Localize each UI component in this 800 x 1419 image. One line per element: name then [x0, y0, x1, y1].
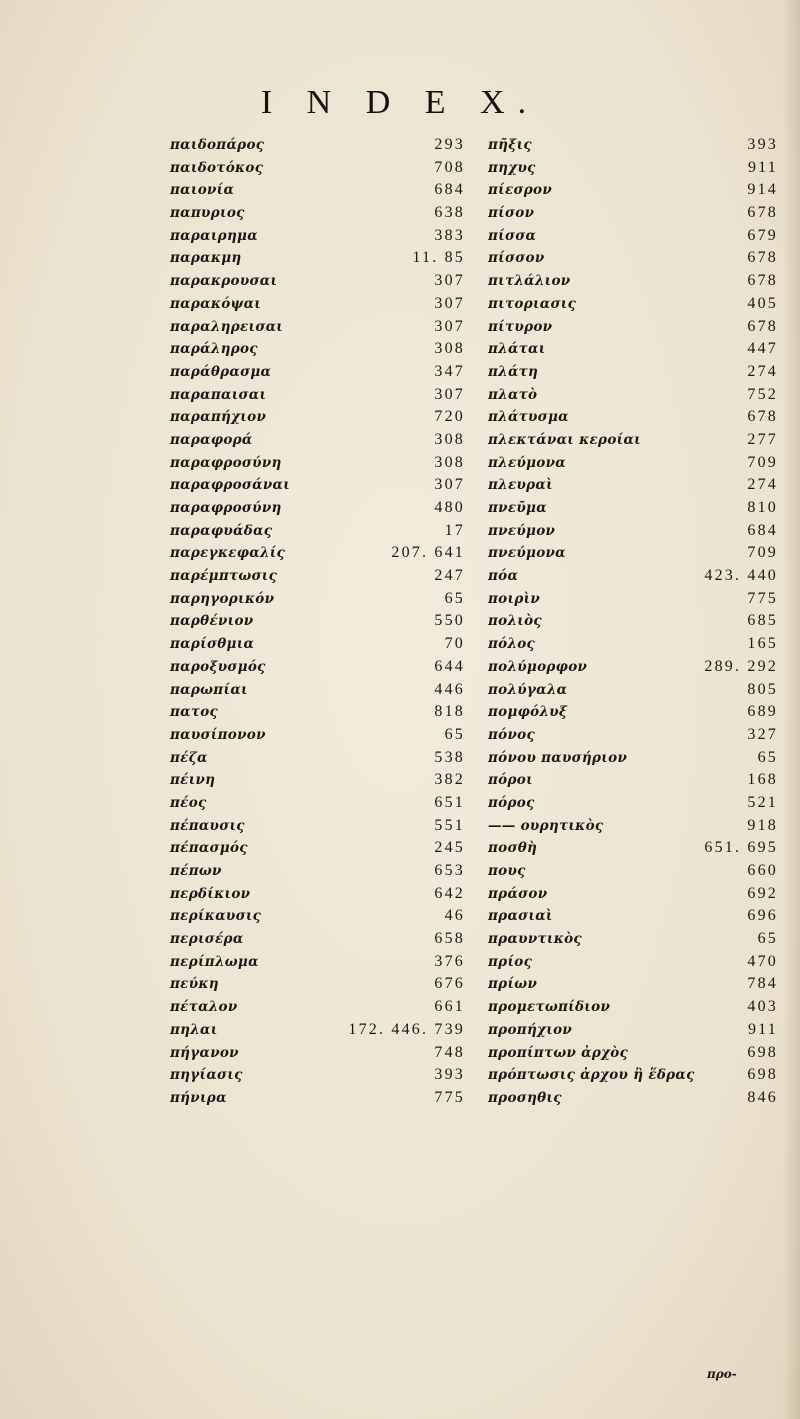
index-term: παρεγκεφαλίς	[170, 545, 286, 562]
page-reference: 638	[434, 204, 465, 222]
page-reference: 911	[747, 1020, 778, 1038]
index-term: πίτυρον	[488, 318, 553, 335]
page-reference: 660	[747, 862, 778, 879]
index-term: περδίκιον	[170, 885, 251, 902]
index-entry	[480, 1019, 778, 1042]
page-reference: 289. 292	[704, 657, 778, 675]
index-term: πλεύμονα	[488, 454, 566, 471]
page-reference: 65	[444, 589, 465, 607]
page-reference: 382	[434, 771, 465, 789]
page-reference: 651	[434, 793, 465, 811]
index-entry	[120, 701, 465, 724]
index-term: πήνιρα	[170, 1089, 227, 1106]
page-reference: 65	[757, 748, 778, 766]
page-reference: 307	[434, 294, 465, 312]
page-reference: 748	[434, 1043, 465, 1061]
index-term: παραφορά	[170, 431, 253, 448]
index-entry	[120, 270, 465, 293]
page-reference: 65	[757, 930, 778, 948]
index-term: παυσίπονον	[170, 726, 266, 743]
page-reference: 684	[747, 521, 778, 539]
index-entry	[480, 701, 778, 724]
index-entry	[120, 792, 465, 815]
index-term: παραφροσύνη	[170, 454, 282, 471]
page-edge-shadow	[782, 0, 800, 1419]
index-term: πόλος	[488, 636, 536, 653]
index-entry	[480, 565, 778, 588]
index-term: πέπων	[170, 863, 222, 879]
index-entry	[480, 384, 778, 407]
index-term: περίπλωμα	[170, 953, 259, 970]
index-entry	[120, 815, 465, 838]
index-term: πλεκτάναι κεροίαι	[488, 431, 641, 448]
index-term: πηχυς	[488, 159, 536, 176]
page-reference: 685	[747, 612, 778, 630]
index-entry	[480, 1042, 778, 1065]
index-entry	[120, 1042, 465, 1065]
index-entry	[120, 520, 465, 543]
page-reference: 709	[747, 544, 778, 562]
page-reference: 698	[747, 1066, 778, 1084]
index-entry	[120, 656, 465, 679]
index-term: πόα	[488, 568, 519, 585]
index-term: ποσθὴ	[488, 840, 538, 857]
catchword: προ-	[707, 1367, 737, 1381]
page-reference: 679	[747, 226, 778, 244]
index-entry	[480, 837, 778, 860]
index-term: παπυριος	[170, 205, 245, 222]
index-entry	[120, 860, 465, 883]
index-entry	[480, 883, 778, 906]
page-reference: 470	[747, 952, 778, 970]
page-reference: 293	[434, 136, 465, 153]
index-term: παιδοπάρος	[170, 137, 265, 153]
page-reference: 550	[434, 612, 465, 630]
index-term: πόνου παυσήριον	[488, 749, 628, 766]
index-term: παραφροσάναι	[170, 477, 291, 494]
index-column-right	[480, 134, 778, 1110]
index-entry	[120, 293, 465, 316]
index-entry	[480, 452, 778, 475]
index-term: πιτλάλιον	[488, 273, 571, 290]
index-term: παραφυάδας	[170, 522, 273, 539]
index-entry	[480, 1087, 778, 1110]
page-reference: 551	[434, 816, 465, 834]
index-entry	[120, 497, 465, 520]
page-reference: 810	[747, 499, 778, 516]
index-term: πομφόλυξ	[488, 704, 568, 721]
index-term: —— ουρητικὸς	[488, 817, 604, 834]
index-entry	[120, 247, 465, 270]
page-reference: 172. 446. 739	[348, 1020, 465, 1038]
index-entry	[120, 747, 465, 770]
index-term: παρέμπτωσις	[170, 568, 278, 585]
index-term: πατος	[170, 704, 219, 721]
index-term: πίσον	[488, 205, 535, 222]
index-term: πλατὸ	[488, 386, 538, 403]
index-entry	[120, 157, 465, 180]
page-reference: 846	[747, 1088, 778, 1106]
page-reference: 207. 641	[391, 544, 465, 562]
index-entry	[120, 928, 465, 951]
index-term: πρίων	[488, 976, 538, 993]
index-term: παιδοτόκος	[170, 159, 264, 176]
index-term: πους	[488, 863, 526, 879]
index-term: πίσσα	[488, 227, 537, 244]
index-term: πηλαι	[170, 1021, 218, 1038]
page-reference: 245	[434, 839, 465, 857]
index-term: πνεῦμα	[488, 500, 547, 516]
page-reference: 644	[434, 657, 465, 675]
page-reference: 307	[434, 317, 465, 335]
page-reference: 274	[747, 362, 778, 380]
page-reference: 11. 85	[412, 249, 465, 267]
index-entry	[480, 996, 778, 1019]
page-reference: 775	[434, 1088, 465, 1106]
index-term: πέινη	[170, 772, 216, 789]
index-entry	[120, 883, 465, 906]
index-term: παρηγορικόν	[170, 590, 275, 607]
index-term: προσηθις	[488, 1089, 562, 1106]
index-entry	[120, 225, 465, 248]
index-entry	[480, 474, 778, 497]
page-reference: 689	[747, 703, 778, 721]
index-term: πλευραὶ	[488, 477, 553, 494]
index-entry	[120, 1087, 465, 1110]
page-reference: 538	[434, 748, 465, 766]
page-reference: 692	[747, 884, 778, 902]
page-header: I N D E X.	[260, 84, 540, 121]
index-term: πλάται	[488, 341, 546, 358]
index-term: πήγανον	[170, 1044, 239, 1061]
index-entry	[120, 474, 465, 497]
index-entry	[120, 951, 465, 974]
index-term: πέζα	[170, 749, 208, 766]
page-reference: 775	[747, 589, 778, 607]
page-reference: 678	[747, 317, 778, 335]
index-term: παρθένιον	[170, 613, 254, 630]
index-entry	[480, 588, 778, 611]
index-entry	[480, 225, 778, 248]
page-reference: 307	[434, 272, 465, 290]
page-reference: 653	[434, 862, 465, 879]
page-reference: 661	[434, 998, 465, 1016]
index-term: παραιρημα	[170, 227, 258, 244]
index-entry	[120, 361, 465, 384]
page-reference: 308	[434, 430, 465, 448]
index-entry	[480, 542, 778, 565]
page-reference: 678	[747, 204, 778, 222]
index-term: πραυντικὸς	[488, 931, 582, 948]
index-term: παροξυσμός	[170, 658, 266, 675]
index-term: πρασιαὶ	[488, 908, 553, 925]
page-reference: 676	[434, 975, 465, 993]
index-term: παραφροσύνη	[170, 500, 282, 516]
index-term: παραπήχιον	[170, 409, 267, 426]
page-reference: 521	[747, 793, 778, 811]
index-entry	[480, 973, 778, 996]
index-entry	[480, 815, 778, 838]
page-reference: 480	[434, 499, 465, 516]
index-entry	[120, 179, 465, 202]
index-term: πιτοριασις	[488, 295, 577, 312]
page-reference: 307	[434, 476, 465, 494]
page-reference: 405	[747, 294, 778, 312]
page-reference: 752	[747, 385, 778, 403]
index-entry	[120, 134, 465, 157]
index-term: πέος	[170, 794, 207, 811]
page-reference: 446	[434, 680, 465, 698]
index-term: πηγίασις	[170, 1067, 243, 1084]
index-entry	[120, 316, 465, 339]
index-entry	[480, 520, 778, 543]
page-reference: 274	[747, 476, 778, 494]
index-term: πρόπτωσις ἀρχου ἢ ἕδρας	[488, 1067, 695, 1084]
index-entry	[120, 384, 465, 407]
page-reference: 447	[747, 340, 778, 358]
index-entry	[480, 270, 778, 293]
index-term: προμετωπίδιον	[488, 999, 611, 1016]
index-term: πεύκη	[170, 976, 219, 993]
index-term: προπήχιον	[488, 1021, 573, 1038]
page-reference: 307	[434, 385, 465, 403]
page-reference: 784	[747, 975, 778, 993]
index-entry	[480, 497, 778, 520]
index-entry	[480, 792, 778, 815]
page-reference: 698	[747, 1043, 778, 1061]
page-reference: 696	[747, 907, 778, 925]
page-reference: 17	[444, 521, 465, 539]
index-term: πολύγαλα	[488, 681, 568, 698]
page-reference: 327	[747, 725, 778, 743]
page-reference: 165	[747, 635, 778, 653]
page-reference: 818	[434, 703, 465, 721]
index-term: πόρος	[488, 794, 535, 811]
page-reference: 308	[434, 453, 465, 471]
index-term: περίκαυσις	[170, 908, 262, 925]
index-entry	[120, 905, 465, 928]
index-term: παρακόψαι	[170, 295, 262, 312]
index-term: πίσσον	[488, 250, 545, 267]
page-reference: 720	[434, 408, 465, 426]
index-entry	[480, 724, 778, 747]
index-entry	[120, 1019, 465, 1042]
index-term: πέταλον	[170, 999, 238, 1016]
page-reference: 914	[747, 181, 778, 199]
index-entry	[480, 679, 778, 702]
page-reference: 678	[747, 272, 778, 290]
index-entry	[120, 973, 465, 996]
index-entry	[120, 996, 465, 1019]
index-entry	[480, 179, 778, 202]
page-reference: 247	[434, 567, 465, 585]
page-reference: 70	[444, 635, 465, 653]
index-entry	[480, 860, 778, 883]
page-reference: 658	[434, 930, 465, 948]
index-term: πόνος	[488, 726, 535, 743]
page-reference: 678	[747, 408, 778, 426]
index-entry	[120, 633, 465, 656]
index-term: πολιὸς	[488, 613, 542, 630]
index-term: παρακμη	[170, 250, 242, 267]
page-reference: 347	[434, 362, 465, 380]
index-entry	[480, 610, 778, 633]
index-entry	[480, 247, 778, 270]
page-reference: 642	[434, 884, 465, 902]
page-reference: 168	[747, 771, 778, 789]
index-entry	[480, 338, 778, 361]
page-reference: 403	[747, 998, 778, 1016]
index-entry	[120, 837, 465, 860]
index-entry	[120, 724, 465, 747]
page-reference: 46	[444, 907, 465, 925]
index-term: πνεύμονα	[488, 545, 566, 562]
index-entry	[480, 361, 778, 384]
page-reference: 423. 440	[704, 567, 778, 585]
index-entry	[480, 316, 778, 339]
index-entry	[480, 747, 778, 770]
index-entry	[120, 338, 465, 361]
index-entry	[120, 202, 465, 225]
page-reference: 709	[747, 453, 778, 471]
index-entry	[120, 542, 465, 565]
index-entry	[120, 406, 465, 429]
page-reference: 65	[444, 725, 465, 743]
index-term: πολύμορφον	[488, 658, 588, 675]
page-reference: 308	[434, 340, 465, 358]
index-term: παιονία	[170, 182, 235, 199]
index-entry	[120, 588, 465, 611]
index-entry	[480, 905, 778, 928]
index-entry	[120, 679, 465, 702]
index-entry	[480, 429, 778, 452]
index-entry	[120, 565, 465, 588]
index-term: παραπαισαι	[170, 386, 267, 403]
index-entry	[480, 406, 778, 429]
index-term: ποιρὶν	[488, 590, 541, 607]
index-term: πῆξις	[488, 137, 532, 153]
index-term: περισέρα	[170, 931, 244, 948]
index-term: πρίος	[488, 953, 533, 970]
index-entry	[480, 293, 778, 316]
index-term: πλάτυσμα	[488, 409, 569, 426]
index-entry	[120, 452, 465, 475]
index-term: πίεσρον	[488, 182, 553, 199]
page-reference: 393	[434, 1066, 465, 1084]
page-reference: 918	[747, 816, 778, 834]
index-entry	[120, 610, 465, 633]
index-term: πέπαυσις	[170, 817, 245, 834]
page-reference: 277	[747, 430, 778, 448]
index-term: παράθρασμα	[170, 363, 272, 380]
index-term: πλάτη	[488, 363, 539, 380]
index-entry	[480, 928, 778, 951]
page-reference: 651. 695	[704, 839, 778, 857]
index-entry	[480, 769, 778, 792]
index-term: παρωπίαι	[170, 681, 248, 698]
index-entry	[480, 656, 778, 679]
index-term: παρακρουσαι	[170, 273, 278, 290]
index-entry	[120, 429, 465, 452]
page-reference: 678	[747, 249, 778, 267]
index-term: πόροι	[488, 772, 533, 789]
page-reference: 708	[434, 158, 465, 176]
index-entry	[480, 951, 778, 974]
page-reference: 805	[747, 680, 778, 698]
page-reference: 393	[747, 136, 778, 153]
page-reference: 684	[434, 181, 465, 199]
index-entry	[480, 1064, 778, 1087]
index-entry	[480, 157, 778, 180]
index-term: πράσον	[488, 885, 548, 902]
index-entry	[480, 633, 778, 656]
index-term: πνεύμον	[488, 522, 556, 539]
page-reference: 911	[747, 158, 778, 176]
index-term: προπίπτων ἀρχὸς	[488, 1044, 629, 1061]
index-entry	[120, 769, 465, 792]
index-term: παραληρεισαι	[170, 318, 284, 335]
index-term: παράληρος	[170, 341, 258, 358]
index-entry	[120, 1064, 465, 1087]
index-term: παρίσθμια	[170, 636, 255, 653]
page-reference: 376	[434, 952, 465, 970]
index-entry	[480, 202, 778, 225]
index-column-left	[120, 134, 465, 1110]
index-entry	[480, 134, 778, 157]
page-reference: 383	[434, 226, 465, 244]
index-term: πέπασμός	[170, 840, 248, 857]
